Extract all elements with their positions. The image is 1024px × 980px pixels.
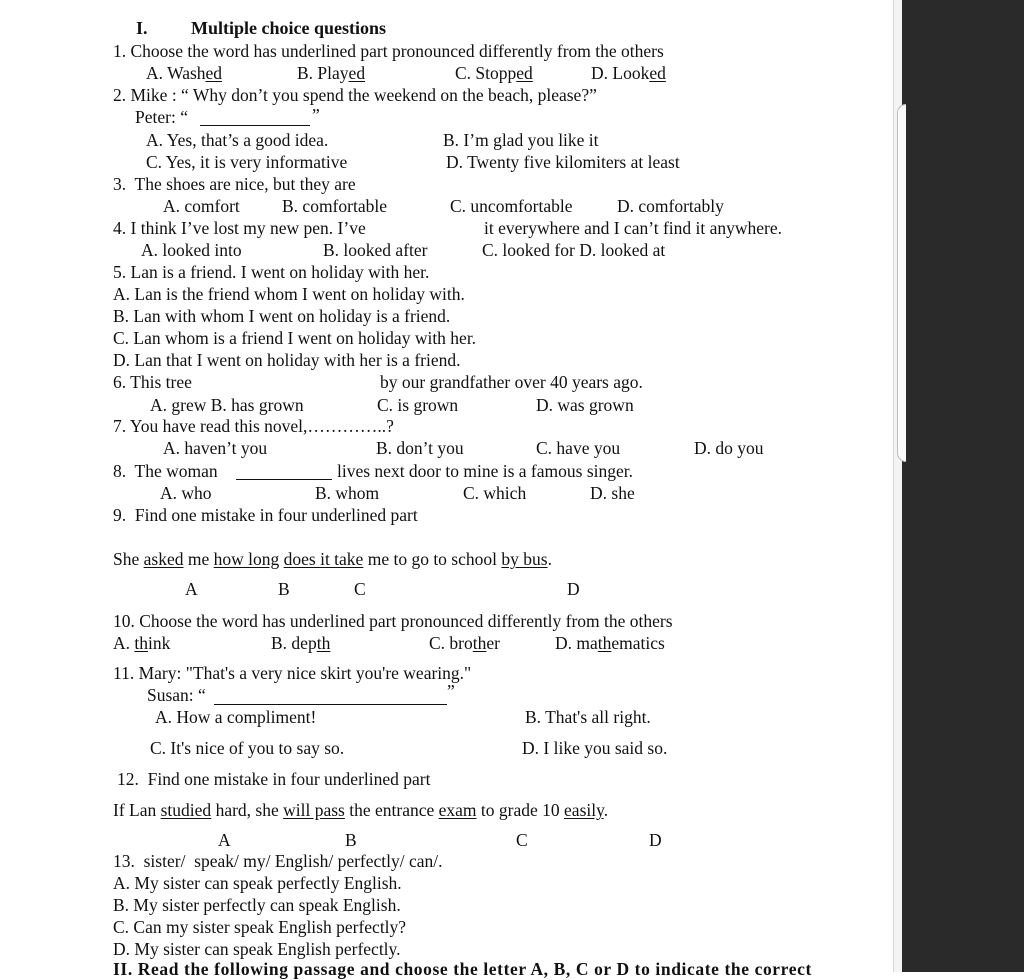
q8-option-b[interactable]: B. whom (315, 483, 380, 503)
q11-option-a[interactable]: A. How a compliment! (155, 707, 317, 727)
q4-option-cd[interactable]: C. looked for D. looked at (482, 240, 666, 260)
q3-stem: 3. The shoes are nice, but they are (113, 174, 356, 194)
q9-letter-d: D (567, 579, 580, 599)
q9-letter-c: C (354, 579, 366, 599)
q11-option-d[interactable]: D. I like you said so. (522, 738, 668, 758)
q5-option-a[interactable]: A. Lan is the friend whom I went on holiday with. (113, 284, 465, 304)
q6-option-d[interactable]: D. was grown (536, 395, 634, 415)
q12-letter-a: A (218, 830, 231, 850)
q2-option-a[interactable]: A. Yes, that’s a good idea. (146, 130, 329, 150)
viewer-background (902, 0, 1024, 972)
q9-letter-a: A (185, 579, 198, 599)
q9-stem: 9. Find one mistake in four underlined part (113, 505, 418, 525)
q9-part-b[interactable]: how long (213, 549, 280, 569)
q2-option-b[interactable]: B. I’m glad you like it (443, 130, 599, 150)
q4-stem-right: it everywhere and I can’t find it anywhere. (484, 218, 783, 238)
q12-letter-b: B (345, 830, 357, 850)
q10-option-c[interactable]: C. brother (429, 633, 500, 653)
q11-option-c[interactable]: C. It's nice of you to say so. (150, 738, 345, 758)
q11-stem: 11. Mary: "That's a very nice skirt you're wearing." (113, 663, 472, 683)
q7-stem: 7. You have read this novel,…………..? (113, 416, 394, 436)
q3-option-c[interactable]: C. uncomfortable (450, 196, 573, 216)
q9-letter-b: B (278, 579, 290, 599)
q1-option-c[interactable]: C. Stopped (455, 63, 533, 83)
q2-stem: 2. Mike : “ Why don’t you spend the weekend on the beach, please?” (113, 85, 597, 105)
q11-susan-label: Susan: “ (147, 685, 206, 705)
q11-option-b[interactable]: B. That's all right. (525, 707, 651, 727)
q2-option-d[interactable]: D. Twenty five kilomiters at least (446, 152, 680, 172)
q13-option-a[interactable]: A. My sister can speak perfectly English. (113, 873, 402, 893)
q6-stem-right: by our grandfather over 40 years ago. (380, 372, 643, 392)
q6-option-ab[interactable]: A. grew B. has grown (150, 395, 304, 415)
q12-stem: 12. Find one mistake in four underlined part (117, 769, 431, 789)
q2-answer-blank (200, 125, 310, 126)
q12-part-b[interactable]: will pass (283, 800, 345, 820)
q8-option-d[interactable]: D. she (590, 483, 635, 503)
q8-stem-right: lives next door to mine is a famous singer. (337, 461, 633, 481)
q1-option-d[interactable]: D. Looked (591, 63, 666, 83)
q12-letter-d: D (649, 830, 662, 850)
q13-stem: 13. sister/ speak/ my/ English/ perfectly/ can/. (113, 851, 443, 871)
q12-part-c[interactable]: exam (438, 800, 477, 820)
q6-option-c[interactable]: C. is grown (377, 395, 459, 415)
q7-option-c[interactable]: C. have you (536, 438, 621, 458)
q10-option-b[interactable]: B. depth (271, 633, 331, 653)
q9-part-d[interactable]: by bus (501, 549, 548, 569)
q9-part-a[interactable]: asked (143, 549, 184, 569)
q11-answer-blank (214, 704, 447, 705)
q2-close-quote: ” (312, 105, 320, 125)
q3-option-a[interactable]: A. comfort (163, 196, 240, 216)
q1-stem: 1. Choose the word has underlined part pronounced differently from the others (113, 41, 664, 61)
q9-part-c[interactable]: does it take (283, 549, 364, 569)
q7-option-a[interactable]: A. haven’t you (163, 438, 268, 458)
q3-option-d[interactable]: D. comfortably (617, 196, 724, 216)
q12-letter-c: C (516, 830, 528, 850)
q4-option-b[interactable]: B. looked after (323, 240, 428, 260)
q5-stem: 5. Lan is a friend. I went on holiday with her. (113, 262, 430, 282)
section-number: I. (136, 18, 148, 38)
q13-option-c[interactable]: C. Can my sister speak English perfectly? (113, 917, 407, 937)
q8-option-c[interactable]: C. which (463, 483, 527, 503)
side-tab-handle[interactable] (897, 104, 906, 462)
q12-part-a[interactable]: studied (160, 800, 212, 820)
q7-option-b[interactable]: B. don’t you (376, 438, 464, 458)
q10-option-d[interactable]: D. mathematics (555, 633, 665, 653)
q3-option-b[interactable]: B. comfortable (282, 196, 387, 216)
q2-option-c[interactable]: C. Yes, it is very informative (146, 152, 348, 172)
q8-option-a[interactable]: A. who (160, 483, 212, 503)
q8-stem-left: 8. The woman (113, 461, 218, 481)
section-title: Multiple choice questions (191, 18, 387, 38)
q10-option-a[interactable]: A. think (113, 633, 171, 653)
q10-stem: 10. Choose the word has underlined part pronounced differently from the others (113, 611, 673, 631)
q4-option-a[interactable]: A. looked into (141, 240, 242, 260)
q12-sentence: If Lan studied hard, she will pass the entrance exam to grade 10 easily. (113, 800, 609, 820)
q6-stem-left: 6. This tree (113, 372, 192, 392)
q5-option-b[interactable]: B. Lan with whom I went on holiday is a friend. (113, 306, 451, 326)
q8-answer-blank (236, 479, 332, 480)
q1-option-a[interactable]: A. Washed (146, 63, 223, 83)
q2-peter-label: Peter: “ (135, 107, 188, 127)
q11-close-quote: ” (447, 681, 455, 701)
q13-option-d[interactable]: D. My sister can speak English perfectly. (113, 939, 401, 959)
next-section-heading: II. Read the following passage and choose the letter A, B, C or D to indicate the correct (113, 959, 812, 979)
q9-sentence: She asked me how long does it take me to go to school by bus. (113, 549, 552, 569)
q5-option-c[interactable]: C. Lan whom is a friend I went on holiday with her. (113, 328, 477, 348)
q12-part-d[interactable]: easily (564, 800, 604, 820)
q4-stem-left: 4. I think I’ve lost my new pen. I’ve (113, 218, 366, 238)
q13-option-b[interactable]: B. My sister perfectly can speak English. (113, 895, 401, 915)
q5-option-d[interactable]: D. Lan that I went on holiday with her is a friend. (113, 350, 461, 370)
q7-option-d[interactable]: D. do you (694, 438, 764, 458)
q1-option-b[interactable]: B. Played (297, 63, 366, 83)
